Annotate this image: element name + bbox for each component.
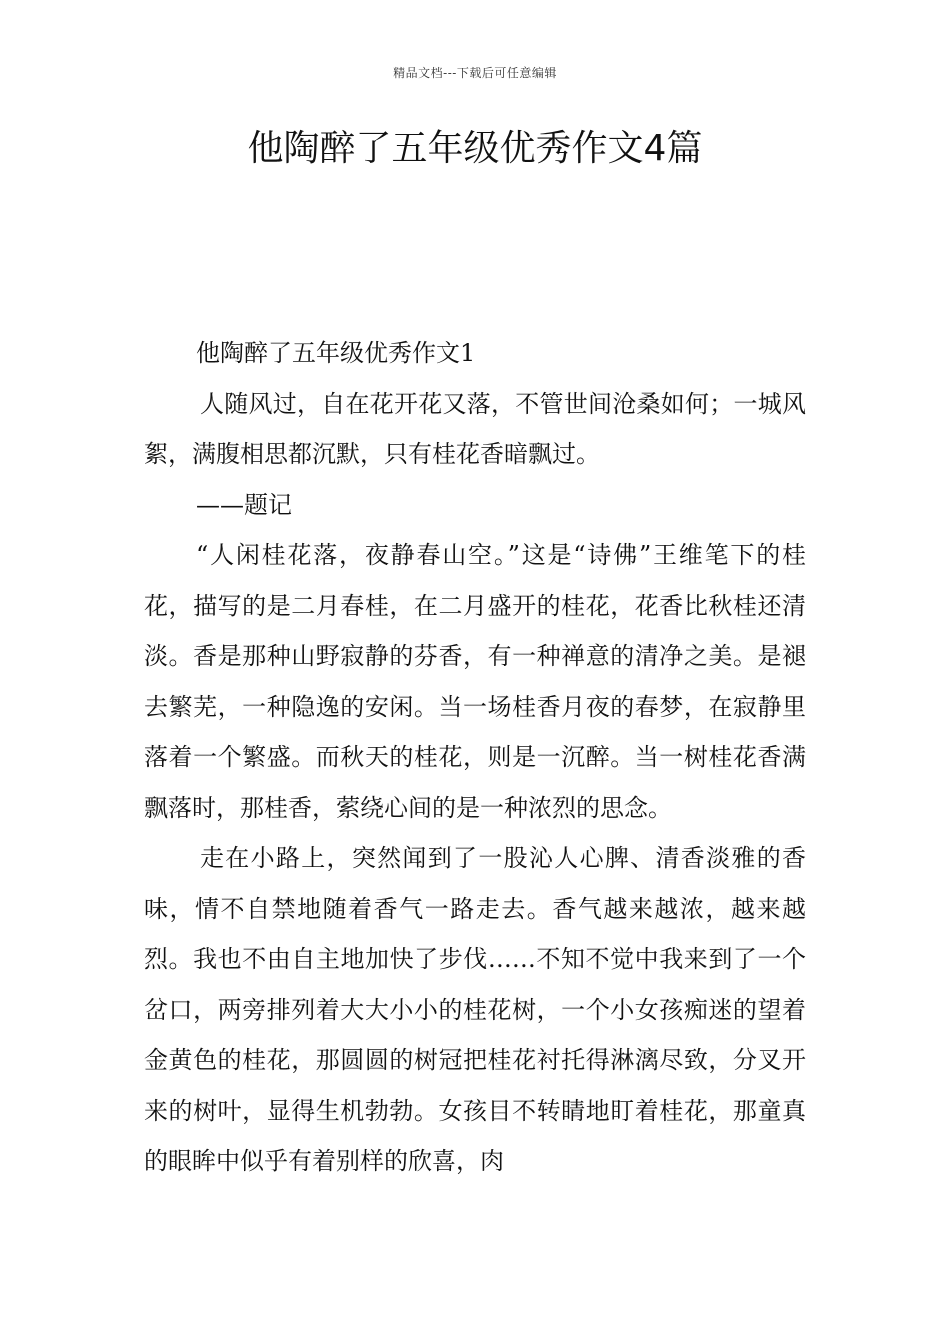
paragraph-osmanthus-poem: “人闲桂花落，夜静春山空。”这是“诗佛”王维笔下的桂花，描写的是二月春桂，在二月盛开的桂花，花香比秋桂还清淡。香是那种山野寂静的芬香，有一种禅意的清净之美。是褪去繁芜，一种隐逸的安闲。当一场桂香月夜的春梦，在寂静里落着一个繁盛。而秋天的桂花，则是一沉醉。当一树桂花香满飘落时，那桂香，萦绕心间的是一种浓烈的思念。 [144, 541, 806, 822]
paragraph-epigraph: 人随风过，自在花开花又落，不管世间沧桑如何；一城风絮，满腹相思都沉默，只有桂花香暗飘过。 [144, 389, 806, 468]
paragraph-walking-path: 走在小路上，突然闻到了一股沁人心脾、清香淡雅的香味，情不自禁地随着香气一路走去。香气越来越浓，越来越烈。我也不由自主地加快了步伐……不知不觉中我来到了一个岔口，两旁排列着大大小小的桂花树，一个小女孩痴迷的望着金黄色的桂花，那圆圆的树冠把桂花衬托得淋漓尽致，分叉开来的树叶，显得生机勃勃。女孩目不转睛地盯着桂花，那童真的眼眸中似乎有着别样的欣喜，肉 [144, 844, 806, 1175]
header-note: 精品文档---下载后可任意编辑 [393, 66, 557, 80]
section-heading: 他陶醉了五年级优秀作文1 [196, 339, 476, 367]
document-title: 他陶醉了五年级优秀作文4篇 [247, 128, 703, 169]
paragraph-epigraph-source: ——题记 [196, 490, 292, 519]
document-body [144, 328, 806, 1187]
